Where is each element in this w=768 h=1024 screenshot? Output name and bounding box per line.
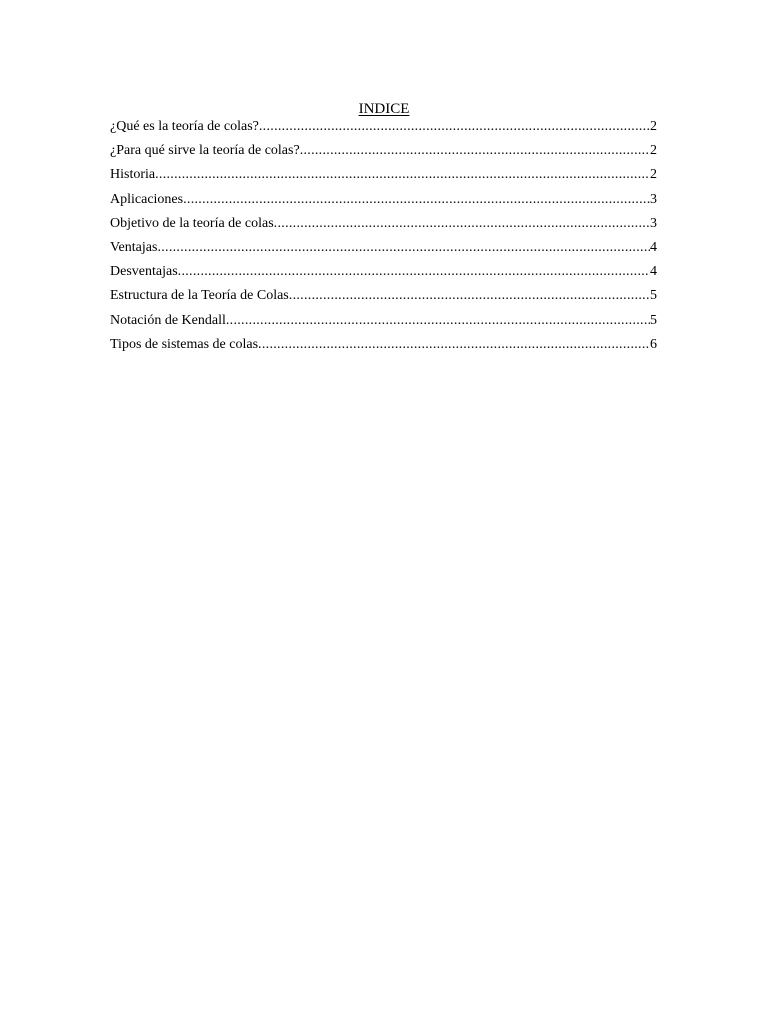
- toc-dot-leader: [258, 335, 650, 355]
- toc-entry[interactable]: [110, 335, 657, 359]
- toc-dot-leader: [226, 311, 650, 331]
- toc-dot-leader: [155, 165, 650, 185]
- toc-entry[interactable]: [110, 141, 657, 165]
- toc-dot-leader: [178, 262, 650, 282]
- toc-dot-leader: [183, 190, 650, 210]
- toc-entry[interactable]: [110, 286, 657, 310]
- toc-entry-label: Tipos de sistemas de colas: [110, 336, 259, 352]
- toc-entry-page-number: 2: [650, 143, 657, 159]
- toc-dot-leader: [259, 117, 650, 137]
- toc-entry-page-number: 6: [650, 336, 657, 352]
- toc-entry-page-number: 3: [650, 191, 657, 207]
- toc-dot-leader: [289, 286, 650, 306]
- table-of-contents: [110, 117, 657, 359]
- toc-entry[interactable]: [110, 165, 657, 189]
- toc-entry-page-number: 4: [650, 239, 657, 255]
- toc-entry-label: Objetivo de la teoría de colas: [110, 215, 274, 231]
- toc-entry[interactable]: [110, 262, 657, 286]
- toc-entry-label: ¿Qué es la teoría de colas?: [110, 119, 259, 134]
- toc-entry-label: Desventajas: [110, 264, 178, 280]
- toc-dot-leader: [300, 141, 650, 161]
- toc-entry-label: Notación de Kendall: [110, 312, 226, 328]
- toc-entry-label: Historia: [110, 167, 156, 183]
- toc-title: INDICE: [358, 101, 410, 117]
- toc-entry-page-number: 3: [650, 215, 657, 231]
- toc-entry-page-number: 5: [650, 312, 657, 328]
- toc-entry[interactable]: [110, 117, 657, 141]
- toc-entry[interactable]: [110, 214, 657, 238]
- toc-entry-page-number: 2: [650, 119, 657, 134]
- toc-entry-page-number: 5: [650, 288, 657, 304]
- toc-entry-page-number: 4: [650, 264, 657, 280]
- toc-entry-label: Ventajas: [110, 239, 158, 255]
- toc-entry-page-number: 2: [650, 167, 657, 183]
- toc-entry-label: ¿Para qué sirve la teoría de colas?: [110, 143, 300, 159]
- toc-entry-label: Estructura de la Teoría de Colas: [110, 288, 289, 304]
- toc-dot-leader: [274, 214, 650, 234]
- toc-entry[interactable]: [110, 238, 657, 262]
- toc-dot-leader: [157, 238, 650, 258]
- toc-entry[interactable]: [110, 190, 657, 214]
- toc-entry[interactable]: [110, 311, 657, 335]
- toc-entry-label: Aplicaciones: [110, 191, 184, 207]
